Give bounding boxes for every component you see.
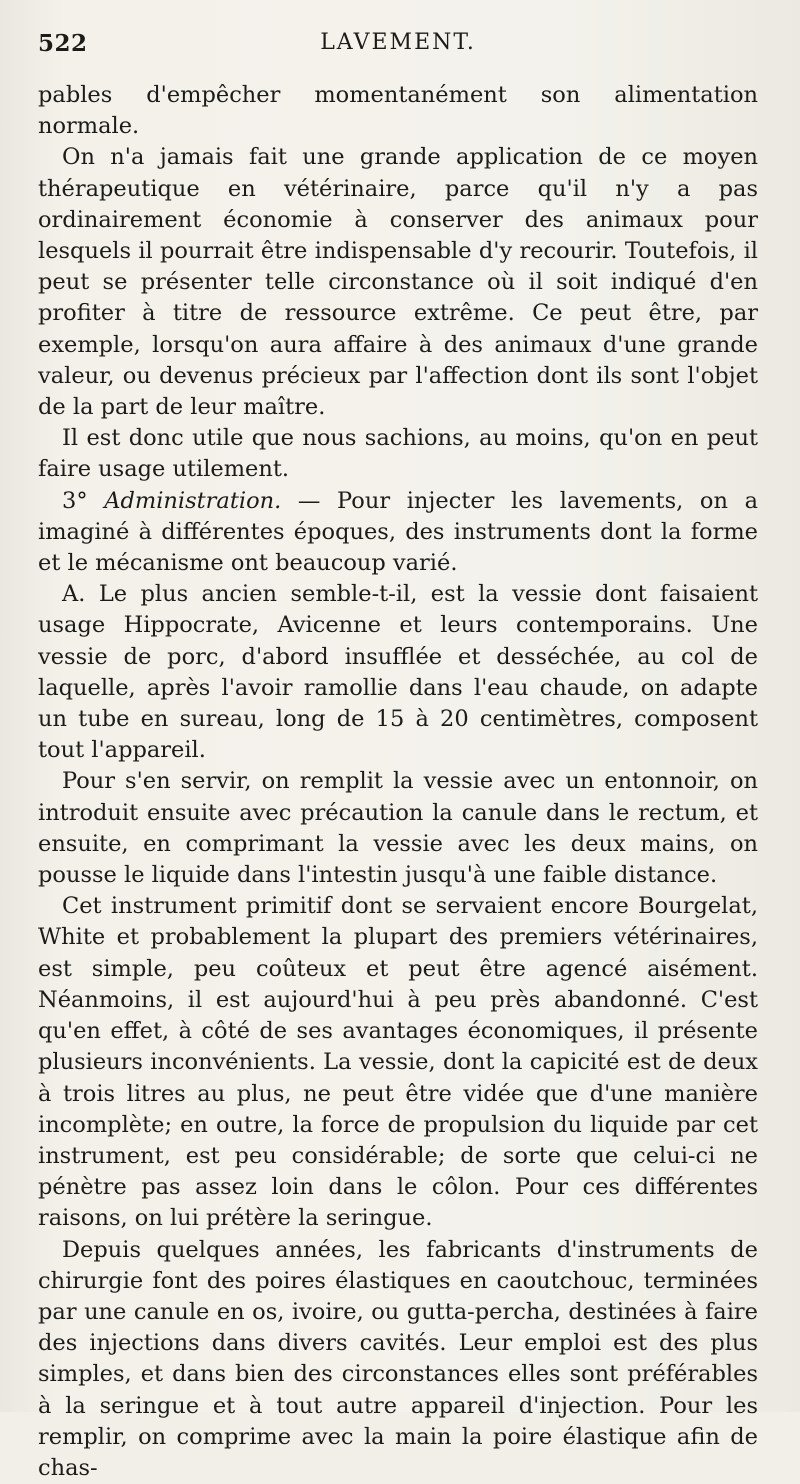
body-text bbox=[38, 80, 758, 1484]
paragraph: Il est donc utile que nous sachions, au moins, qu'on en peut faire usage utilement. bbox=[38, 425, 758, 483]
section-number: 3° bbox=[62, 487, 88, 514]
paragraph: pables d'empêcher momentanément son alimentation normale. bbox=[38, 82, 758, 140]
paragraph-text: — Pour injecter les lavements, on a imaginé à différentes époques, des instruments dont la forme et le mécanisme ont beaucoup varié. bbox=[38, 487, 758, 577]
running-title: LAVEMENT. bbox=[320, 30, 476, 55]
paragraph: Depuis quelques années, les fabricants d'instruments de chirurgie font des poires élastiques en caoutchouc, terminées par une canule en os, ivoire, ou gutta-percha, destinées à faire des injections dans divers cavités. Leur emploi est des plus simples, et dans bien des circonstances elles sont préférables à la seringue et à tout autre appareil d'injection. Pour les remplir, on comprime avec la main la poire élastique afin de chas- bbox=[38, 1236, 758, 1481]
paragraph: On n'a jamais fait une grande application de ce moyen thérapeutique en vétérinaire, parce qu'il n'y a pas ordinairement économie à conserver des animaux pour lesquels il pourrait être indispensable d'y recourir. Toutefois, il peut se présenter telle circonstance où il soit indiqué d'en profiter à titre de ressource extrême. Ce peut être, par exemple, lorsqu'on aura affaire à des animaux d'une grande valeur, ou devenus précieux par l'affection dont ils sont l'objet de la part de leur maître. bbox=[38, 144, 758, 421]
paragraph: A. Le plus ancien semble-t-il, est la vessie dont faisaient usage Hippocrate, Avicenne et leurs contemporains. Une vessie de porc, d'abord insufflée et desséchée, au col de laquelle, après l'avoir ramollie dans l'eau chaude, on adapte un tube en sureau, long de 15 à 20 centimètres, composent tout l'appareil. bbox=[38, 581, 758, 764]
section-label: Administration. bbox=[104, 487, 282, 514]
paragraph-administration bbox=[38, 486, 758, 580]
running-header bbox=[38, 30, 758, 64]
paragraph: Pour s'en servir, on remplit la vessie avec un entonnoir, on introduit ensuite avec précaution la canule dans le rectum, et ensuite, en comprimant la vessie avec les deux mains, on pousse le liquide dans l'intestin jusqu'à une faible distance. bbox=[38, 768, 758, 889]
paragraph: Cet instrument primitif dont se servaient encore Bourgelat, White et probablement la plupart des premiers vétérinaires, est simple, peu coûteux et peut être agencé aisément. Néanmoins, il est aujourd'hui à peu près abandonné. C'est qu'en effet, à côté de ses avantages économiques, il présente plusieurs inconvénients. La vessie, dont la capicité est de deux à trois litres au plus, ne peut être vidée que d'une manière incomplète; en outre, la force de propulsion du liquide par cet instrument, est peu considérable; de sorte que celui-ci ne pénètre pas assez loin dans le côlon. Pour ces différentes raisons, on lui prétère la seringue. bbox=[38, 893, 758, 1232]
page-number: 522 bbox=[38, 30, 88, 57]
